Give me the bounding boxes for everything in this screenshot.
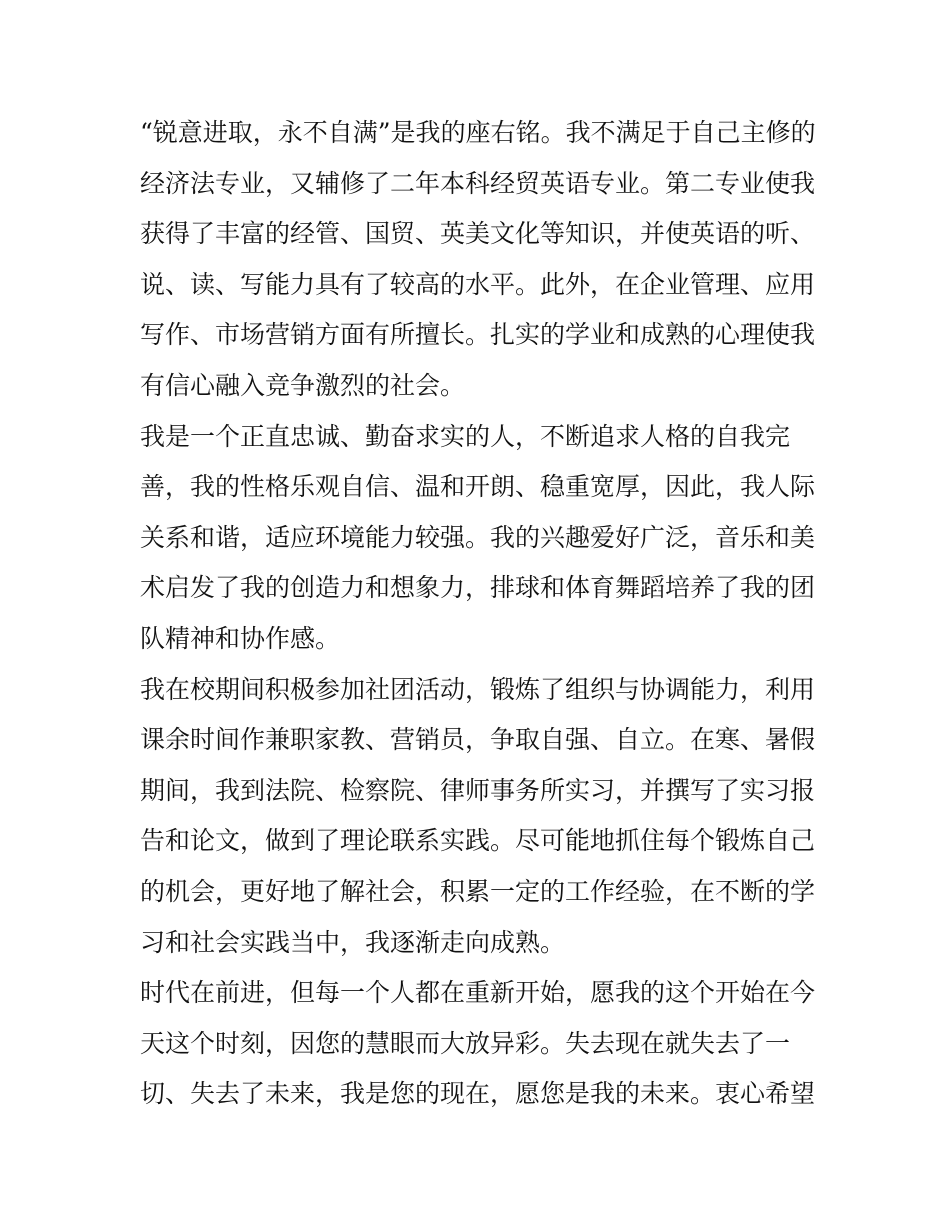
- text-line: 写作、市场营销方面有所擅长。扎实的学业和成熟的心理使我: [140, 320, 816, 350]
- paragraph-experience: [140, 665, 820, 969]
- text-line: 期间，我到法院、检察院、律师事务所实习，并撰写了实习报: [140, 775, 816, 805]
- text-line: “锐意进取，永不自满”是我的座右铭。我不满足于自己主修的: [140, 118, 816, 147]
- text-line: 有信心融入竞争激烈的社会。: [140, 370, 466, 400]
- text-line: 的机会，更好地了解社会，积累一定的工作经验，在不断的学: [140, 876, 816, 906]
- text-line: 队精神和协作感。: [140, 623, 341, 653]
- text-line: 善，我的性格乐观自信、温和开朗、稳重宽厚，因此，我人际: [140, 472, 816, 502]
- document-body: [140, 108, 820, 1120]
- paragraph-motto: [140, 108, 820, 412]
- text-line: 切、失去了未来，我是您的现在，愿您是我的未来。衷心希望: [140, 1079, 816, 1109]
- text-line: 经济法专业，又辅修了二年本科经贸英语专业。第二专业使我: [140, 168, 816, 198]
- text-line: 获得了丰富的经管、国贸、英美文化等知识，并使英语的听、: [140, 219, 816, 249]
- text-line: 时代在前进，但每一个人都在重新开始，愿我的这个开始在今: [140, 978, 816, 1008]
- text-line: 我是一个正直忠诚、勤奋求实的人，不断追求人格的自我完: [140, 421, 791, 451]
- paragraph-personality: [140, 412, 820, 665]
- text-line: 天这个时刻，因您的慧眼而大放异彩。失去现在就失去了一: [140, 1028, 791, 1058]
- text-line: 课余时间作兼职家教、营销员，争取自强、自立。在寒、暑假: [140, 725, 816, 755]
- text-line: 术启发了我的创造力和想象力，排球和体育舞蹈培养了我的团: [140, 573, 816, 603]
- text-line: 关系和谐，适应环境能力较强。我的兴趣爱好广泛，音乐和美: [140, 522, 816, 552]
- text-line: 习和社会实践当中，我逐渐走向成熟。: [140, 927, 566, 957]
- text-line: 说、读、写能力具有了较高的水平。此外，在企业管理、应用: [140, 269, 816, 299]
- paragraph-closing: [140, 968, 820, 1120]
- text-line: 告和论文，做到了理论联系实践。尽可能地抓住每个锻炼自己: [140, 826, 816, 856]
- text-line: 我在校期间积极参加社团活动，锻炼了组织与协调能力，利用: [140, 674, 816, 704]
